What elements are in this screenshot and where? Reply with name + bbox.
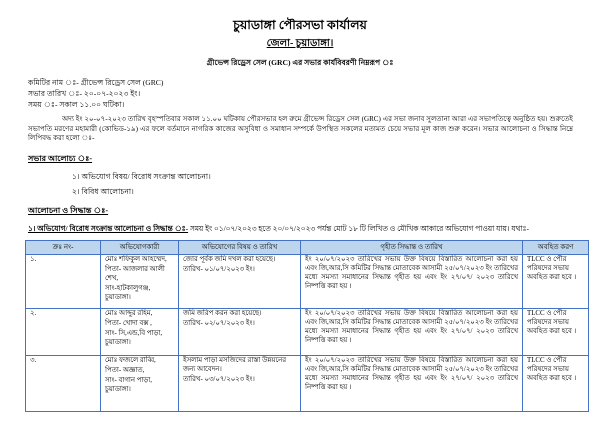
complaint-text: ইসলাম পাড়া মসজিদের রাস্তা উন্নয়নের জন্য আবেদন।	[183, 357, 287, 374]
committee-name-line: কমিটির নাম ঃ- গ্রীভেন্স রিড্রেস সেল (GRC)	[28, 77, 164, 87]
table-header-row	[26, 241, 589, 255]
decisions-heading	[28, 205, 600, 218]
complaint-cell	[179, 356, 301, 412]
header-notify: অবহিত করণ	[523, 241, 589, 255]
table-intro-line	[28, 224, 600, 236]
agenda-heading-text: সভার আলোচ্য ঃ-	[28, 154, 93, 164]
complainant-line: পিতা- খোদা বক্স ,	[105, 320, 152, 328]
serial-cell: ২.	[26, 309, 101, 356]
decisions-heading-text: আলোচনা ও সিদ্ধান্ত ঃ-	[28, 206, 109, 216]
header-decision: গৃহীত সিদ্ধান্ত ও তারিখ	[301, 241, 523, 255]
district-text: জেলা- চুয়াডাঙ্গা।	[266, 37, 334, 49]
agenda-item-2: ২। বিবিধ আলোচনা।	[72, 187, 134, 197]
complaint-date: তারিখ- ০১/০৭/২০২৩ ইং।	[183, 266, 255, 274]
agenda-heading	[28, 153, 600, 166]
complainant-cell	[101, 356, 179, 412]
complainant-cell	[101, 309, 179, 356]
complaint-text: জোর পূর্বক জমি দখল করা হয়েছে।	[183, 256, 276, 264]
table-intro-rest: সময় ইং ০১/০৭/২০২৩ হতে ২০/০৭/২০২৩ পর্যন্ত মোট ১৮ টি লিখিত ও মৌখিক আকারে অভিযোগ পাওয়া যায়। যথাঃ-	[188, 224, 529, 234]
table-row	[26, 356, 589, 412]
complaint-text: জমি জরিপ করন করা হয়েছে।	[183, 310, 262, 318]
agenda-list	[72, 172, 600, 196]
district-line	[0, 36, 600, 53]
complainant-cell	[101, 255, 179, 309]
complainant-line: সাং-হাটকালুগঞ্জ, চুয়াডাঙ্গা।	[105, 285, 151, 302]
complainant-line: মোঃ আব্দুর রহিম,	[105, 310, 153, 318]
complainant-line: মোঃ ফজলে রাব্বি,	[105, 357, 156, 365]
decision-cell: ইং ২০/০৭/২০২৩ তারিখের সভায় উক্ত বিষয়ে বিস্তারিত আলোচনা করা হয় এবং জি,আর,সি কমিটির সিদ্ধান্ত মোতাবেক আসামী ২৫/০৭/২০২৩ ইং তারিখের মধ্যে সমস্যা সমাধানের সিদ্ধান্ত গৃহীত হয় এবং ইং ২৭/০৭/ ২০২৩ তারিখে নিষ্পত্তি করা হয় ।	[301, 356, 523, 412]
header-complaint-subject: অভিযোগের বিষয় ও তারিখ	[179, 241, 301, 255]
complainant-line: সাং- বাগান পাড়া, চুয়াডাঙ্গা।	[105, 377, 153, 394]
intro-paragraph: অদ্য ইং ২০-০৭-২০২৩ তারিখ বৃহস্পতিবার সকাল ১১.০০ ঘটিকায় পৌরসভার হল রুমে গ্রীভেন্স রিড্রেস সেল (GRC) এর সভা জনাব সুলতানা আরা এর সভাপতিত্বে অনুষ্ঠিত হয়। শুরুতেই সভাপতি মরণের মহামারী (কোভিড-১৯) এর ফলে বর্তমানে নাগরিক কাজের অসুবিধা ও সমাধান সম্পর্কে উপস্থিত সকলের মতামত চেয়ে সভার মূল কাজ শুরু করেন। সভার আলোচনা ও সিদ্ধান্ত নিম্নে লিপিবদ্ধ করা হলো ঃ-	[28, 114, 573, 143]
complaint-date: তারিখ- ০২/০৭/২০২৩ ইং।	[183, 320, 255, 328]
decision-cell: ইং ২০/০৭/২০২৩ তারিখের সভায় উক্ত বিষয়ে বিস্তারিত আলোচনা করা হয় এবং জি,আর,সি কমিটির সিদ্ধান্ত মোতাবেক আসামী ২৫/০৭/২০২৩ ইং তারিখের মধ্যে সমস্যা সমাধানের সিদ্ধান্ত গৃহীত হয় এবং ইং ২৭/০৭/ ২০২৩ তারিখে নিষ্পত্তি করা হয় ।	[301, 309, 523, 356]
meeting-time-line: সময় ঃ- সকাল ১১.০০ ঘটিকা।	[28, 99, 125, 109]
decision-cell: ইং ২০/০৭/২০২৩ তারিখের সভায় উক্ত বিষয়ে বিস্তারিত আলোচনা করা হয় এবং জি,আর,সি কমিটির সিদ্ধান্ত মোতাবেক আসামী ২৫/০৭/২০২৩ ইং তারিখের মধ্যে সমস্যা সমাধানের সিদ্ধান্ত গৃহীত হয় এবং ইং ২৭/০৭/ ২০২৩ তারিখে নিষ্পত্তি করা হয় ।	[301, 255, 523, 309]
complaint-cell	[179, 255, 301, 309]
table-row	[26, 309, 589, 356]
serial-cell: ৩.	[26, 356, 101, 412]
complaints-table	[25, 240, 589, 412]
notify-cell: TLCC ও পৌর পরিষদের সভায় অবহিত করা হবে ।	[523, 309, 589, 356]
complainant-line: মোঃ শফিকুল আহম্মেদ,	[105, 256, 167, 264]
notify-cell: TLCC ও পৌর পরিষদের সভায় অবহিত করা হবে ।	[523, 255, 589, 309]
agenda-item-1: ১। অভিযোগ বিষয়/ বিরোধ সংক্রান্ত আলোচনা।	[72, 172, 211, 182]
complainant-line: পিতা- আজলার আলী শেখ,	[105, 266, 165, 283]
page-title: চুয়াডাঙ্গা পৌরসভা কার্যালয়	[233, 18, 367, 32]
complaint-date: তারিখ- ০৩/০৭/২০২৩ ইং।	[183, 376, 255, 384]
meeting-date-line: সভার তারিখ ঃ- ২০-০৭-২০২৩ ইং।	[28, 88, 141, 98]
meeting-subtitle: গ্রীভেন্স রিড্রেস সেল (GRC) এর সভার কার্যবিবরণী নিম্নরূপ ঃ	[206, 57, 394, 67]
serial-cell: ১.	[26, 255, 101, 309]
header-complainant: অভিযোগকারী	[101, 241, 179, 255]
complainant-line: পিতা- অজ্ঞাত,	[105, 367, 145, 375]
complaint-cell	[179, 309, 301, 356]
complainant-line: সাং- সি,এন্ড,বি পাড়া, চুয়াডাঙ্গা।	[105, 330, 163, 347]
header-serial: ক্রঃ নং-	[26, 241, 101, 255]
meeting-meta-block	[28, 77, 600, 110]
table-intro-lead: ১। অভিযোগ/ বিরোধ সংক্রান্ত আলোচনা ও সিদ্ধান্ত ঃ-	[28, 224, 189, 234]
table-row	[26, 255, 589, 309]
notify-cell: TLCC ও পৌর পরিষদের সভায় অবহিত করা হবে ।	[523, 356, 589, 412]
